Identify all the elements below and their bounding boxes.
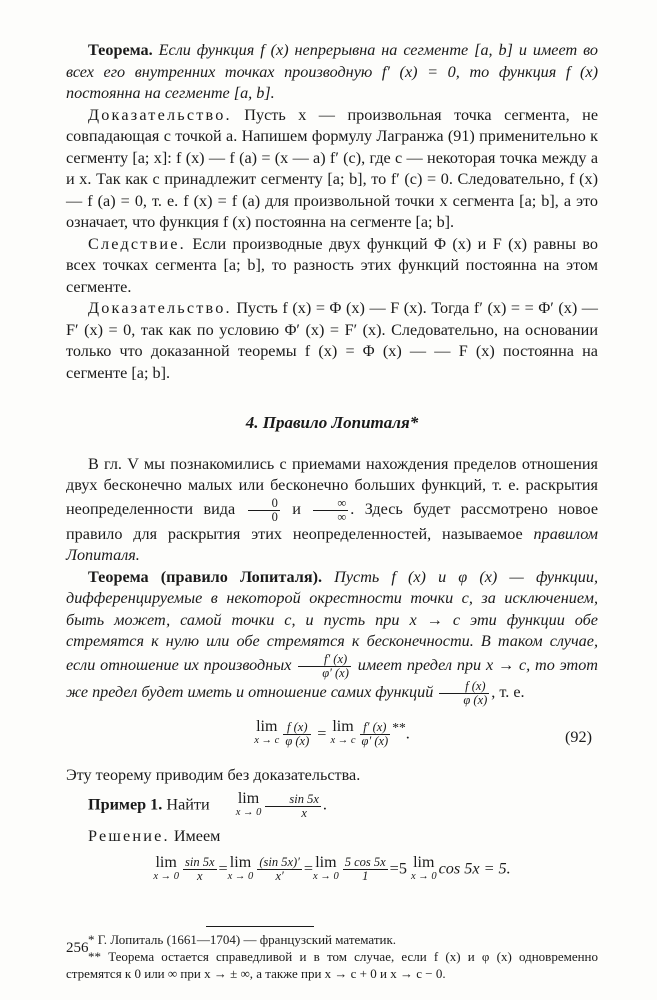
fraction-numerator: 5 cos 5x <box>344 855 386 869</box>
intro-text-after: . Здесь будет рассмотрено новое правило для раскрытия этих неопределенностей, называемое <box>66 499 599 543</box>
lhopital-theorem-text-2: имеет предел при x → c, то этот же предел будет иметь и отношение самих функций <box>66 655 598 701</box>
solution-formula <box>66 853 598 906</box>
fraction-3 <box>343 856 388 883</box>
inf-over-inf-fraction <box>313 497 348 524</box>
limit-word: lim <box>155 853 177 871</box>
proof-paragraph <box>66 105 598 234</box>
lhopital-theorem-paragraph <box>66 567 598 707</box>
section-heading: 4. Правило Лопиталя* <box>245 413 419 432</box>
limit-subscript: x → 0 <box>313 870 339 882</box>
fraction-numerator: sin 5x <box>184 855 215 869</box>
formula-dot: . <box>405 723 410 742</box>
limit-subscript: x → 0 <box>410 870 437 882</box>
fraction-numerator: sin 5x <box>265 793 321 807</box>
fraction-denominator: φ′ (x) <box>322 665 349 680</box>
limit-subscript: x → c <box>330 735 356 747</box>
example-dot: . <box>322 795 327 814</box>
proof-text: Пусть x — произвольная точка сегмента, не совпадающая с точкой a. Напишем формулу Лагранжа (91) применительно к сегменту [a; x]: f (x) — f (a) = (x — a) f′ (c), где c — некоторая точка между a и x. Так как c принадлежит сегменту [a; b], то f′ (c) = 0. Следовательно, f (x) — f (a) = 0, т. е. f (x) = f (a) для произвольной точки x сегмента [a; b], а это означает, что функция f (x) постоянна на сегменте [a; b]. <box>66 105 599 231</box>
corollary-text: Если производные двух функций Φ (x) и F (x) равны во всех точках сегмента [a; b], то разность этих функций постоянна на этом сегменте. <box>66 234 599 296</box>
fraction-denominator: φ (x) <box>463 692 488 707</box>
limit-word: lim <box>413 853 435 871</box>
fraction-numerator: f (x) <box>283 721 311 735</box>
solution-paragraph <box>66 826 598 848</box>
equals-sign: = <box>218 859 228 878</box>
limit-operator <box>410 853 437 884</box>
fraction-numerator: f′ (x) <box>360 721 391 735</box>
fraction-denominator: 0 <box>271 509 278 524</box>
formula-tail: cos 5x = 5. <box>438 859 511 878</box>
example-text: Найти <box>166 795 210 814</box>
fraction-denominator: φ (x) <box>285 733 310 748</box>
corollary-proof-text: Пусть f (x) = Φ (x) — F (x). Тогда f′ (x) = = Φ′ (x) — F′ (x) = 0, так как по условию Φ′ (x) = F′ (x). Следовательно, на основании только что доказанной теоремы f (x) = Φ (x) — — F (x) постоянна на сегменте [a; b]. <box>66 299 598 382</box>
lhopital-theorem-label: Теорема (правило Лопиталя). <box>88 567 323 586</box>
footnote-divider <box>206 926 314 927</box>
intro-and: и <box>292 499 301 518</box>
limit-word: lim <box>256 718 278 736</box>
no-proof-line: Эту теорему приводим без доказательства. <box>66 765 361 784</box>
solution-label: Решение. <box>88 827 170 845</box>
limit-subscript: x → c <box>254 735 280 747</box>
example-paragraph <box>66 792 598 820</box>
intro-paragraph <box>66 454 598 567</box>
derivative-ratio-fraction <box>298 653 351 680</box>
equals-sign: = <box>303 859 314 878</box>
limit-word: lim <box>237 790 260 807</box>
fraction-2 <box>257 856 302 883</box>
equation-number: (92) <box>565 727 592 746</box>
solution-text: Имеем <box>173 827 221 845</box>
formula-92 <box>66 713 598 759</box>
limit-subscript: x → 0 <box>227 870 254 882</box>
corollary-proof-label: Доказательство. <box>88 299 232 317</box>
limit-operator <box>214 792 262 820</box>
limit-operator <box>227 853 254 884</box>
formula-92-body <box>254 713 410 749</box>
corollary-label: Следствие. <box>88 234 186 253</box>
footnote-1: * Г. Лопиталь (1661—1704) — французский математик. <box>88 931 397 947</box>
fraction-numerator: 0 <box>248 497 280 511</box>
limit-subscript: x → 0 <box>235 807 262 818</box>
fraction-numerator: (sin 5x)′ <box>259 855 300 869</box>
limit-word: lim <box>332 718 354 736</box>
solution-formula-body <box>153 853 511 884</box>
page-number: 256 <box>66 940 89 956</box>
lhopital-theorem-text-3: , т. е. <box>491 682 525 701</box>
fraction-denominator: ∞ <box>337 509 347 524</box>
fraction-denominator: x <box>301 805 307 820</box>
fraction-denominator: 1 <box>362 869 369 883</box>
equals-sign: = <box>317 723 327 742</box>
fraction-1 <box>183 856 217 883</box>
limit-operator <box>153 853 179 884</box>
function-fraction <box>283 721 311 748</box>
example-label: Пример 1. <box>88 795 163 814</box>
theorem-paragraph <box>66 40 598 105</box>
fraction-denominator: φ′ (x) <box>361 733 389 748</box>
fraction-denominator: x <box>196 869 203 883</box>
fraction-numerator: f′ (x) <box>298 653 351 667</box>
footnote-2: ** Теорема остается справедливой и в том случае, если f (x) и φ (x) одновременно стремятся к 0 или ∞ при x → ± ∞, а также при x → c + 0 и x → c − 0. <box>66 948 598 981</box>
limit-subscript: x → 0 <box>153 870 179 882</box>
sin-fraction <box>265 793 321 820</box>
lhopital-theorem-text: Пусть f (x) и φ (x) — функции, дифференцируемые в некоторой окрестности точки c, за исключением, быть может, самой точки c, и пусть при x → c эти функции обе стремятся к нулю или обе стремятся к бесконечности. В таком случае, если отношение их производных <box>66 567 599 674</box>
zero-over-zero-fraction <box>248 497 280 524</box>
intro-italic-term: правилом Лопиталя. <box>66 524 599 564</box>
limit-word: lim <box>229 853 252 871</box>
fraction-denominator: x′ <box>275 869 284 883</box>
intro-text: В гл. V мы познакомились с приемами нахождения пределов отношения двух бесконечно малых или бесконечно больших функций, т. е. раскрытия неопределенности вида <box>66 454 598 518</box>
footnote-mark: ** <box>392 719 406 735</box>
fraction-numerator: ∞ <box>313 497 348 511</box>
theorem-text: Если функция f (x) непрерывна на сегменте [a, b] и имеет во всех его внутренних точках производную f′ (x) = 0, то функция f (x) постоянна на сегменте [a, b]. <box>66 41 598 102</box>
coefficient: 5 <box>398 859 407 878</box>
theorem-label: Теорема. <box>88 41 153 59</box>
limit-word: lim <box>315 853 337 871</box>
page-content <box>66 40 598 982</box>
derivative-fraction <box>360 721 391 748</box>
proof-label: Доказательство. <box>88 105 232 124</box>
corollary-proof-paragraph <box>66 298 598 384</box>
function-ratio-fraction <box>439 680 489 707</box>
equals-sign: = <box>389 859 399 878</box>
corollary-paragraph <box>66 234 598 299</box>
limit-operator <box>330 720 355 748</box>
limit-operator <box>313 853 339 884</box>
limit-operator <box>254 720 279 748</box>
fraction-numerator: f (x) <box>439 680 489 694</box>
